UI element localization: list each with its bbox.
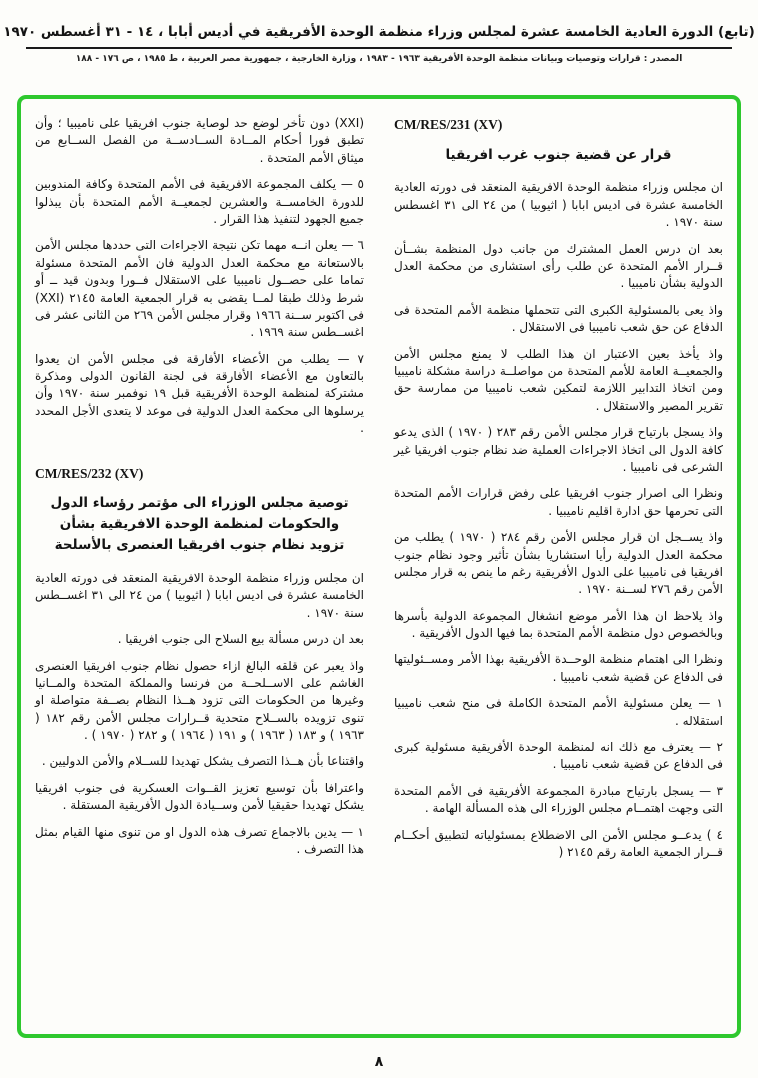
paragraph: ان مجلس وزراء منظمة الوحدة الافريقية المنعقد فى دورته العادية الخامسة عشرة فى اديس ابابا ( اثيوبيا ) من ٢٤ الى ٣١ اغســطس سنة ١٩٧٠ . <box>35 570 364 620</box>
column-right <box>394 115 723 1024</box>
page-number: ٨ <box>374 1054 384 1070</box>
header-divider <box>26 47 732 49</box>
content-frame <box>17 95 741 1038</box>
paragraph: واذ يأخذ بعين الاعتبار ان هذا الطلب لا يمنع مجلس الأمن والجمعيــة العامة للأمم المتحدة من مواصلــة دراسة مشكلة ناميبيا ومن اتخاذ التدابير اللازمة لتمكين شعب ناميبيا من ممارسة حق تقرير المصير والاستقلال . <box>394 346 723 413</box>
resolution-232-title: توصية مجلس الوزراء الى مؤتمر رؤساء الدول والحكومات لمنظمة الوحدة الافريقية بشأن تزويد نظام جنوب افريقيا العنصرى بالأسلحة <box>50 495 349 554</box>
paragraph: واذ يعبر عن قلقه البالغ ازاء حصول نظام جنوب افريقيا العنصرى الغاشم على الاســلحــة من فرنسا والمملكة المتحدة والمــانيا وغيرها من الحكومات التى تزود هــذا النظام بصــفة متواصلة او تنوى تزويده بالســلاح متحدية قــرارات مجلس الأمن رقم ١٨٢ ( ١٩٦٣ ) و ١٨٣ ( ١٩٦٣ ) و ١٩١ ( ١٩٦٤ ) و ٢٨٢ ( ١٩٧٠ ) . <box>35 658 365 743</box>
paragraph: ٢ — يعترف مع ذلك انه لمنظمة الوحدة الأفريقية مسئولية كبرى فى الدفاع عن قضية شعب ناميبيا . <box>394 740 723 772</box>
paragraph: بعد ان درس العمل المشترك من جانب دول المنظمة بشــأن قــرار الأمم المتحدة عن طلب رأى استشارى من محكمة العدل الدولية بشأن ناميبيا . <box>394 241 723 291</box>
paragraph: واذ يلاحظ ان هذا الأمر موضع انشغال المجموعة الدولية بأسرها وبالخصوص دول منظمة الأمم المتحدة بما فيها الدول الأفريقية . <box>394 608 723 641</box>
paragraph: (XXI) دون تأخر لوضع حد لوصاية جنوب افريقيا على ناميبيا ؛ وأن تطبق فورا أحكام المــادة الســادســة من الفصل الســابع من ميثاق الأمم المتحدة . <box>35 116 364 165</box>
paragraph: بعد ان درس مسألة بيع السلاح الى جنوب افريقيا . <box>117 632 364 647</box>
two-column-layout <box>35 115 723 1024</box>
paragraph: ونظرا الى اصرار جنوب افريقيا على رفض قرارات الأمم المتحدة التى تحرمها حق ادارة اقليم ناميبيا . <box>394 486 723 518</box>
paragraph: ٤ ) يدعــو مجلس الأمن الى الاضطلاع بمسئولياته لتطبيق أحكــام قــرار الجمعية العامة رقم ٢١٤٥ ( <box>394 827 723 859</box>
paragraph: ان مجلس وزراء منظمة الوحدة الافريقية المنعقد فى دورته العادية الخامسة عشرة فى اديس ابابا ( اثيوبيا ) من ٢٤ الى ٣١ اغسطس سنة ١٩٧٠ . <box>394 180 723 230</box>
paragraph: واذ يسجل بارتياح قرار مجلس الأمن رقم ٢٨٣ ( ١٩٧٠ ) الذى يدعو كافة الدول الى اتخاذ الاجراءات العملية ضد نظام جنوب افريقيا غير الشرعى فى ناميبيا . <box>394 425 724 474</box>
paragraph: واقتناعا بأن هــذا التصرف يشكل تهديدا للســلام والأمن الدوليين . <box>41 754 364 769</box>
column-left <box>35 115 364 1024</box>
source-line: المصدر : قرارات وتوصيات وبيانات منظمة الوحدة الأفريقية ١٩٦٣ - ١٩٨٣ ، وزارة الخارجية ، جمهورية مصر العربية ، ط ١٩٨٥ ، ص ١٧٦ - ١٨٨ <box>75 54 683 64</box>
paragraph: ٦ — يعلن انــه مهما تكن نتيجة الاجراءات التى حددها مجلس الأمن بالاستعانة مع محكمة العدل الدولية فان الأمم المتحدة مسئولة تماما على حصــول ناميبيا على الاستقلال فــورا وبدون قيد ــ أو شرط وذلك طبقا لمــا يقضى به قرار الجمعية العامة ٢١٤٥ (XXI) فى اكتوبر ســنة ١٩٦٦ وقرار مجلس الأمن ٢٦٩ من الثانى عشر فى اغســطس سنة ١٩٦٩ . <box>35 238 365 340</box>
paragraph: واعترافا بأن توسيع تعزيز القــوات العسكرية فى جنوب افريقيا يشكل تهديدا حقيقيا لأمن وســيادة الدول الأفريقية المستقلة . <box>35 780 364 813</box>
paragraph: ١ — يعلن مسئولية الأمم المتحدة الكاملة فى منح شعب ناميبيا استقلاله . <box>394 696 723 728</box>
paragraph: ٧ — يطلب من الأعضاء الأفارقة فى مجلس الأمن ان يعدوا بالتعاون مع الأعضاء الأفارقة فى لجنة القانون الدولى ومذكرة مشتركة لمنظمة الوحدة الأفريقية قبل ١٩ نوفمبر سنة ١٩٧٠ وأن يرسلوها الى محكمة العدل الدولية فى موعد لا يتعدى الأجل المحدد . <box>35 351 364 436</box>
paragraph: واذ يســجل ان قرار مجلس الأمن رقم ٢٨٤ ( ١٩٧٠ ) يطلب من محكمة العدل الدولية رأيا استشاريا بشأن تأثير وجود نظام جنوب افريقيا فى ناميبيا على الدول الأفريقية رغم ما ينص به قرار مجلس الأمن رقم ٢٧٦ لســنة ١٩٧٠ . <box>394 530 723 597</box>
session-header: (تابع) الدورة العادية الخامسة عشرة لمجلس وزراء منظمة الوحدة الأفريقية في أديس أبابا ، ١٤ - ٣١ أغسطس ١٩٧٠ <box>3 24 755 40</box>
resolution-232-ref: CM/RES/232 (XV) <box>35 465 144 481</box>
resolution-231-ref: CM/RES/231 (XV) <box>394 117 503 132</box>
resolution-231-title: قرار عن قضية جنوب غرب افريقيا <box>445 146 672 163</box>
paragraph: ٣ — يسجل بارتياح مبادرة المجموعة الأفريقية فى الأمم المتحدة التى وجهت اهتمــام مجلس الوزراء الى هذه المسألة الهامة . <box>394 783 723 816</box>
paragraph: ١ — يدين بالاجماع تصرف هذه الدول او من تنوى منها القيام بمثل هذا التصرف . <box>35 824 364 857</box>
paragraph: واذ يعى بالمسئولية الكبرى التى تتحملها منظمة الأمم المتحدة فى الدفاع عن حق شعب ناميبيا فى الاستقلال . <box>394 302 723 335</box>
paragraph: ٥ — يكلف المجموعة الافريقية فى الأمم المتحدة وكافة المندوبين للدورة الخامســة والعشرين لجمعيــة الأمم المتحدة بأن يبذلوا جميع الجهود لتنفيذ هذا القرار . <box>35 177 364 226</box>
paragraph: ونظرا الى اهتمام منظمة الوحــدة الأفريقية بهذا الأمر ومســئوليتها فى الدفاع عن قضية شعب ناميبيا . <box>394 652 723 684</box>
